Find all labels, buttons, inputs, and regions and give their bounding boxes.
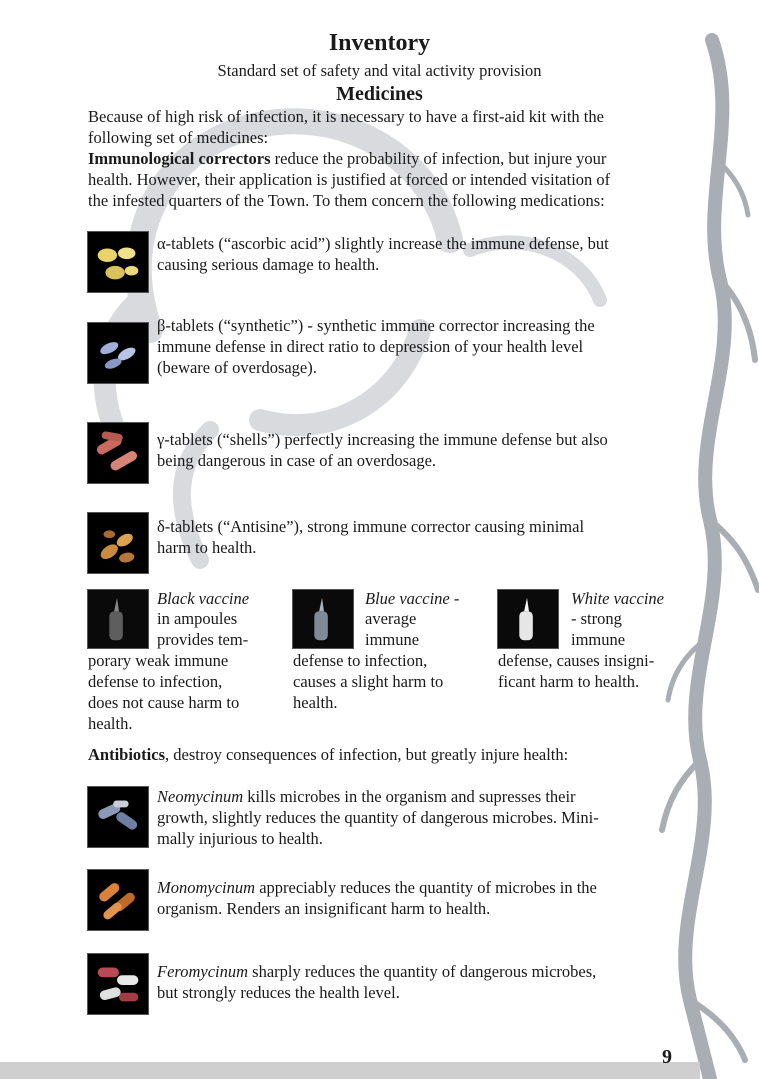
intro-line: following set of medicines: — [88, 128, 269, 147]
white-vaccine-ampoule-icon — [497, 589, 559, 649]
white-vaccine-name: White vaccine — [571, 589, 664, 608]
blue-vaccine-text: immune — [365, 630, 420, 649]
black-vaccine-text: health. — [88, 714, 133, 733]
black-vaccine-text: porary weak immune — [88, 651, 229, 670]
immunological-intro-line: the infested quarters of the Town. To them concern the following medications: — [88, 191, 605, 210]
immunological-intro-line: Immunological correctors reduce the probability of infection, but injure your — [88, 149, 607, 168]
alpha-tablets-text: α-tablets (“ascorbic acid”) slightly increase the immune defense, but — [157, 234, 609, 253]
feromycinum-capsules-icon — [87, 953, 149, 1015]
blue-vaccine-text: defense to infection, — [293, 651, 428, 670]
blue-vaccine-text: health. — [293, 693, 338, 712]
black-vaccine-text: provides tem- — [157, 630, 249, 649]
monomycinum-text: Monomycinum appreciably reduces the quantity of microbes in the — [157, 878, 597, 897]
antibiotics-term: Antibiotics — [88, 745, 166, 764]
beta-tablets-text: β-tablets (“synthetic”) - synthetic immune corrector increasing the — [157, 316, 595, 335]
page-number: 9 — [662, 1046, 672, 1068]
blue-vaccine-text: causes a slight harm to — [293, 672, 444, 691]
neomycinum-text: growth, slightly reduces the quantity of dangerous microbes. Mini- — [157, 808, 599, 827]
intro-line: Because of high risk of infection, it is necessary to have a first-aid kit with the — [88, 107, 604, 126]
immunological-intro-line: health. However, their application is justified at forced or intended visitation of — [88, 170, 611, 189]
immunological-correctors-term: Immunological correctors — [88, 149, 271, 168]
delta-tablets-text: δ-tablets (“Antisine”), strong immune corrector causing minimal — [157, 517, 585, 536]
section-heading-medicines: Medicines — [336, 83, 423, 105]
blue-vaccine-ampoule-icon — [292, 589, 354, 649]
blue-pills-icon — [87, 322, 149, 384]
monomycinum-capsules-icon — [87, 869, 149, 931]
delta-tablets-text: harm to health. — [157, 538, 257, 557]
monomycinum-text: organism. Renders an insignificant harm to health. — [157, 899, 491, 918]
alpha-tablets-text: causing serious damage to health. — [157, 255, 380, 274]
black-vaccine-text: defense to infection, — [88, 672, 223, 691]
neomycinum-capsules-icon — [87, 786, 149, 848]
neomycinum-text: mally injurious to health. — [157, 829, 323, 848]
white-vaccine-text: - strong — [571, 609, 622, 628]
white-vaccine-text: immune — [571, 630, 626, 649]
beta-tablets-text: (beware of overdosage). — [157, 358, 317, 377]
white-vaccine-text: ficant harm to health. — [498, 672, 640, 691]
black-vaccine-name: Black vaccine — [157, 589, 250, 608]
blue-vaccine-text: average — [365, 609, 417, 628]
red-capsules-icon — [87, 422, 149, 484]
page-title: Inventory — [328, 30, 431, 56]
black-vaccine-ampoule-icon — [87, 589, 149, 649]
beta-tablets-text: immune defense in direct ratio to depression of your health level — [157, 337, 584, 356]
orange-pills-icon — [87, 512, 149, 574]
gamma-tablets-text: γ-tablets (“shells”) perfectly increasing the immune defense but also — [157, 430, 608, 449]
neomycinum-text: Neomycinum kills microbes in the organism and supresses their — [157, 787, 576, 806]
black-vaccine-text: in ampoules — [157, 609, 238, 628]
black-vaccine-text: does not cause harm to — [88, 693, 240, 712]
yellow-pills-icon — [87, 231, 149, 293]
footer-bar — [0, 1062, 700, 1079]
white-vaccine-text: defense, causes insigni- — [498, 651, 655, 670]
blue-vaccine-name: Blue vaccine - — [365, 589, 460, 608]
feromycinum-text: Feromycinum sharply reduces the quantity of dangerous microbes, — [157, 962, 597, 981]
feromycinum-text: but strongly reduces the health level. — [157, 983, 400, 1002]
page-subtitle: Standard set of safety and vital activity provision — [217, 61, 542, 80]
gamma-tablets-text: being dangerous in case of an overdosage. — [157, 451, 437, 470]
antibiotics-intro: Antibiotics, destroy consequences of infection, but greatly injure health: — [88, 745, 569, 764]
